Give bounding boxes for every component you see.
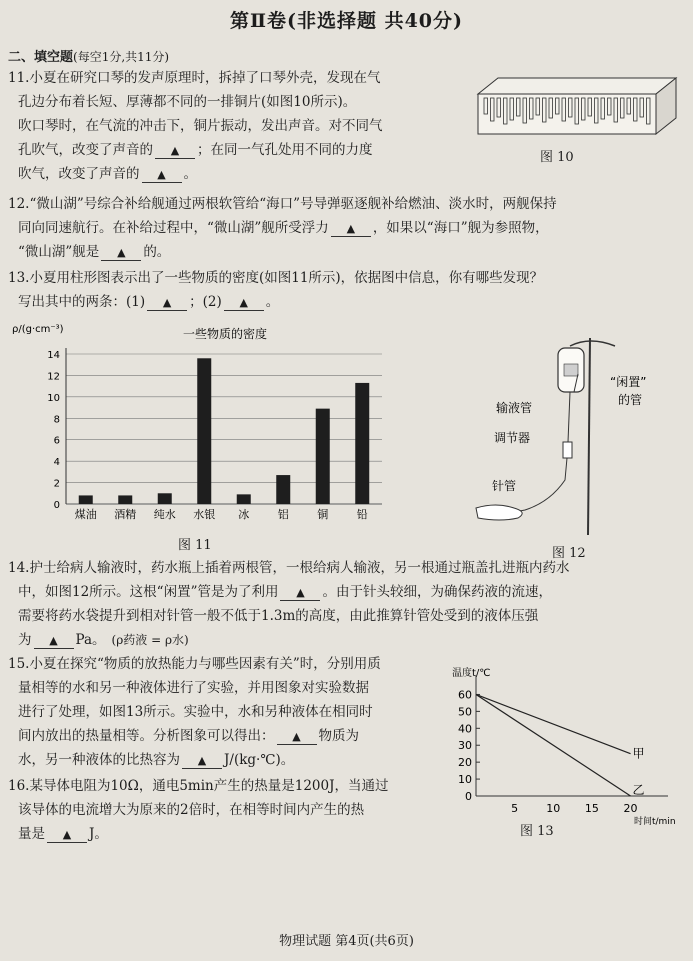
q16-line [8,822,448,846]
page-footer: 物理试题 第4页(共6页) [279,934,414,949]
q15-text: J/(kg·℃)。 [224,752,295,768]
q16-line: 16.某导体电阻为10Ω，通电5min产生的热量是1200J，当通过 [8,778,389,794]
iv-hook [570,341,615,346]
chart-ylabel: ρ/(g·cm⁻³) [12,324,64,335]
question-11 [8,66,468,186]
y-tick-label: 6 [53,435,60,447]
question-14 [8,556,688,652]
y-tick-label: 14 [47,350,60,361]
chart-title: 一些物质的密度 [182,327,268,341]
bar-1 [118,495,132,504]
x-tick-label: 酒精 [114,508,137,521]
y-tick-label: 10 [458,773,472,787]
answer-blank[interactable]: ▲ [147,296,187,311]
q16-text: 量是 [18,826,45,842]
y-tick-label: 50 [458,705,472,719]
q13-text: ；(2) [189,294,222,310]
question-16 [8,774,448,846]
x-tick-label: 15 [584,802,599,815]
q11-line: 11.小夏在研究口琴的发声原理时，拆掉了口琴外壳，发现在气 [8,70,381,86]
regulator [563,442,572,458]
fig12-iv-drip [470,330,685,540]
x-tick-label: 水银 [193,508,216,521]
question-15 [8,652,448,772]
series-label-1: 乙 [632,783,645,797]
x-tick-label: 铜 [317,508,329,521]
answer-blank[interactable]: ▲ [331,222,371,237]
bar-7 [355,383,369,504]
q11-text: 孔吹气，改变了声音的 [18,142,153,158]
answer-blank[interactable]: ▲ [142,168,182,183]
q11-line [8,162,468,186]
bar-6 [316,409,330,504]
section-label: 二、填空题 [8,50,74,65]
fig11-density-bar-chart [10,318,390,528]
fig13-caption: 图 13 [520,824,554,839]
y-tick-label: 12 [47,371,60,383]
y-tick-label: 10 [47,392,60,404]
q11-text: ；在同一气孔处用不同的力度 [197,142,373,158]
q15-text: 物质为 [318,728,359,744]
fig10-caption: 图 10 [540,150,574,165]
drip-tube [568,392,570,442]
y-tick-label: 0 [465,790,472,803]
q16-line: 该导体的电流增大为原来的2倍时，在相等时间内产生的热 [18,802,365,818]
answer-blank[interactable]: ▲ [224,296,264,311]
x-tick-label: 5 [511,802,519,815]
q14-line: 14.护士给病人输液时，药水瓶上插着两根管，一根给病人输液，另一根通过瓶盖扎进瓶内药水 [8,560,570,576]
question-13 [8,266,688,314]
answer-blank[interactable]: ▲ [277,730,317,745]
q13-text: 。 [265,294,280,310]
page-title: 第Ⅱ卷(非选择题 共40分) [229,10,464,32]
q14-text: 。由于针头较细，为确保药液的流速， [322,584,552,600]
iv-pole [588,338,590,535]
y-tick-label: 30 [458,739,472,753]
x-tick-label: 煤油 [74,508,97,521]
q11-text: 吹气，改变了声音的 [18,166,140,182]
answer-blank[interactable]: ▲ [155,144,195,159]
section-note: (每空1分,共11分) [73,50,170,64]
q13-line: 13.小夏用柱形图表示出了一些物质的密度(如图11所示)，依据图中信息，你有哪些发现？ [8,270,544,286]
y-tick-label: 4 [53,457,60,469]
fig10-harmonica-reeds [470,72,685,142]
q11-line: 吹口琴时，在气流的冲击下，铜片振动，发出声音。对不同气 [18,118,383,134]
q15-line: 进行了处理，如图13所示。实验中，水和另种液体在相同时 [18,704,373,720]
q15-line [8,748,448,772]
answer-blank[interactable]: ▲ [280,586,320,601]
q12-text: ，如果以“海口”舰为参照物， [372,220,549,236]
label-idle-tube-2: 的管 [618,393,643,407]
q15-text: 间内放出的热量相等。分析图象可以得出： [18,728,275,744]
x-tick-label: 纯水 [153,508,176,521]
q14-text: 为 [18,632,32,648]
bottle-label [564,364,578,376]
y-tick-label: 2 [53,478,60,490]
x-tick-label: 20 [623,802,638,815]
bar-0 [79,495,93,504]
q15-text: 水，另一种液体的比热容为 [18,752,180,768]
bar-2 [158,493,172,504]
x-tick-label: 10 [546,802,561,815]
q12-line: 12.“微山湖”号综合补给舰通过两根软管给“海口”号导弹驱逐舰补给燃油、淡水时，两舰保持 [8,196,557,212]
x-tick-label: 冰 [238,508,250,521]
q11-line: 孔边分布着长短、厚薄都不同的一排铜片(如图10所示)。 [18,94,357,110]
answer-blank[interactable]: ▲ [182,754,222,769]
y-tick-label: 40 [458,722,472,736]
bar-4 [237,494,251,504]
section-heading [8,46,169,65]
patient-hand [476,505,522,520]
q14-formula: (ρ药液 = ρ水) [111,633,189,647]
q11-text: 。 [183,166,197,182]
x-tick-label: 铅 [356,508,368,521]
q15-line [8,724,448,748]
fig11-caption: 图 11 [178,538,212,553]
y-tick-label: 20 [458,756,472,770]
series-label-0: 甲 [632,746,645,761]
bar-5 [276,475,290,504]
q15-line: 量相等的水和另一种液体进行了实验，并用图象对实验数据 [18,680,369,696]
bar-3 [197,358,211,504]
q15-line: 15.小夏在探究“物质的放热能力与哪些因素有关”时，分别用质 [8,656,381,672]
fig13-temperature-time-graph [446,664,686,832]
q12-line [8,216,688,240]
y-tick-label: 8 [53,414,60,426]
q13-line [8,290,688,314]
answer-blank[interactable]: ▲ [47,828,87,843]
q12-line [8,240,688,264]
answer-blank[interactable]: ▲ [101,246,141,261]
q11-line [8,138,468,162]
graph-xlabel: 时间t/min [634,817,676,827]
q14-text: Pa。 [75,632,106,648]
graph-ylabel: 温度t/℃ [452,668,491,679]
q14-line [8,580,688,604]
y-tick-label: 60 [458,688,472,702]
fig12-caption: 图 12 [552,546,586,561]
label-idle-tube: “闲置” [610,375,647,389]
question-12 [8,192,688,264]
x-tick-label: 铝 [277,508,289,521]
q12-text: “微山湖”舰是 [18,244,100,260]
label-regulator: 调节器 [494,431,531,445]
label-infusion-tube: 输液管 [496,401,533,415]
q14-line [8,628,688,652]
label-needle: 针管 [492,479,517,493]
answer-blank[interactable]: ▲ [34,634,74,649]
y-tick-label: 0 [53,500,60,511]
q14-text: 中，如图12所示。这根“闲置”管是为了利用 [18,584,279,600]
q14-line: 需要将药水袋提升到相对针管一般不低于1.3m的高度，由此推算针管处受到的液体压强 [18,608,539,624]
q16-text: J。 [89,826,108,842]
q13-text: 写出其中的两条：(1) [18,294,146,310]
q12-text: 的。 [143,244,171,260]
q12-text: 同向同速航行。在补给过程中，“微山湖”舰所受浮力 [18,220,329,236]
